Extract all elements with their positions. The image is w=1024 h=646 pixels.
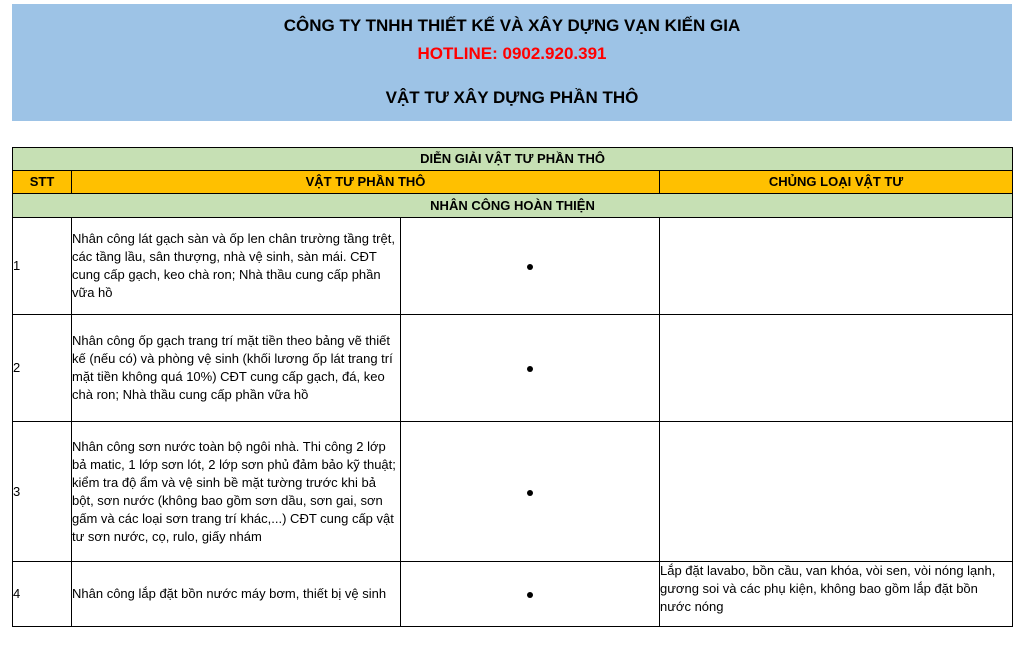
hotline: HOTLINE: 0902.920.391	[417, 44, 607, 63]
table-row	[13, 218, 1013, 315]
header-banner	[12, 4, 1012, 121]
row-type: Lắp đặt lavabo, bồn cầu, van khóa, vòi sen, vòi nóng lạnh, gương soi và các phụ kiện, không bao gồm lắp đặt bồn nước nóng	[660, 562, 1013, 627]
section-title: DIỄN GIẢI VẬT TƯ PHẦN THÔ	[13, 148, 1013, 171]
row-number: 3	[13, 422, 72, 562]
column-header-material: VẬT TƯ PHẦN THÔ	[72, 171, 660, 194]
subsection-row	[13, 194, 1013, 218]
column-header-stt: STT	[13, 171, 72, 194]
table-row	[13, 315, 1013, 422]
table-row	[13, 422, 1013, 562]
row-mark	[401, 562, 660, 627]
subsection-title: NHÂN CÔNG HOÀN THIỆN	[13, 194, 1013, 218]
table-row	[13, 562, 1013, 627]
page-title: VẬT TƯ XÂY DỰNG PHẦN THÔ	[385, 88, 639, 107]
row-description: Nhân công lắp đặt bồn nước máy bơm, thiết bị vệ sinh	[72, 562, 401, 627]
row-description: Nhân công sơn nước toàn bộ ngôi nhà. Thi công 2 lớp bả matic, 1 lớp sơn lót, 2 lớp sơn phủ đảm bảo kỹ thuật; kiểm tra độ ẩm và vệ sinh bề mặt tường trước khi bả bột, sơn nước (không bao gồm sơn dầu, sơn gai, sơn gấm và các loại sơn trang trí khác,...) CĐT cung cấp vật tư sơn nước, cọ, rulo, giấy nhám	[72, 422, 401, 562]
bullet-icon	[527, 264, 533, 270]
column-header-type: CHỦNG LOẠI VẬT TƯ	[660, 171, 1013, 194]
row-description: Nhân công ốp gạch trang trí mặt tiền theo bảng vẽ thiết kế (nếu có) và phòng vệ sinh (khối lương ốp lát trang trí mặt tiền không quá 10%) CĐT cung cấp gạch, đá, keo chà ron; Nhà thầu cung cấp phần vữa hồ	[72, 315, 401, 422]
column-header-row	[13, 171, 1013, 194]
row-mark	[401, 218, 660, 315]
section-title-row	[13, 148, 1013, 171]
row-type	[660, 218, 1013, 315]
company-name: CÔNG TY TNHH THIẾT KẾ VÀ XÂY DỰNG VẠN KIẾN GIA	[283, 16, 741, 35]
row-number: 2	[13, 315, 72, 422]
bullet-icon	[527, 592, 533, 598]
bullet-icon	[527, 490, 533, 496]
bullet-icon	[527, 366, 533, 372]
row-number: 1	[13, 218, 72, 315]
row-mark	[401, 315, 660, 422]
row-description: Nhân công lát gạch sàn và ốp len chân trường tầng trệt, các tầng lầu, sân thượng, nhà vệ sinh, sàn mái. CĐT cung cấp gạch, keo chà ron; Nhà thầu cung cấp phần vữa hồ	[72, 218, 401, 315]
materials-table	[12, 147, 1013, 627]
row-mark	[401, 422, 660, 562]
row-type	[660, 422, 1013, 562]
row-type	[660, 315, 1013, 422]
row-number: 4	[13, 562, 72, 627]
